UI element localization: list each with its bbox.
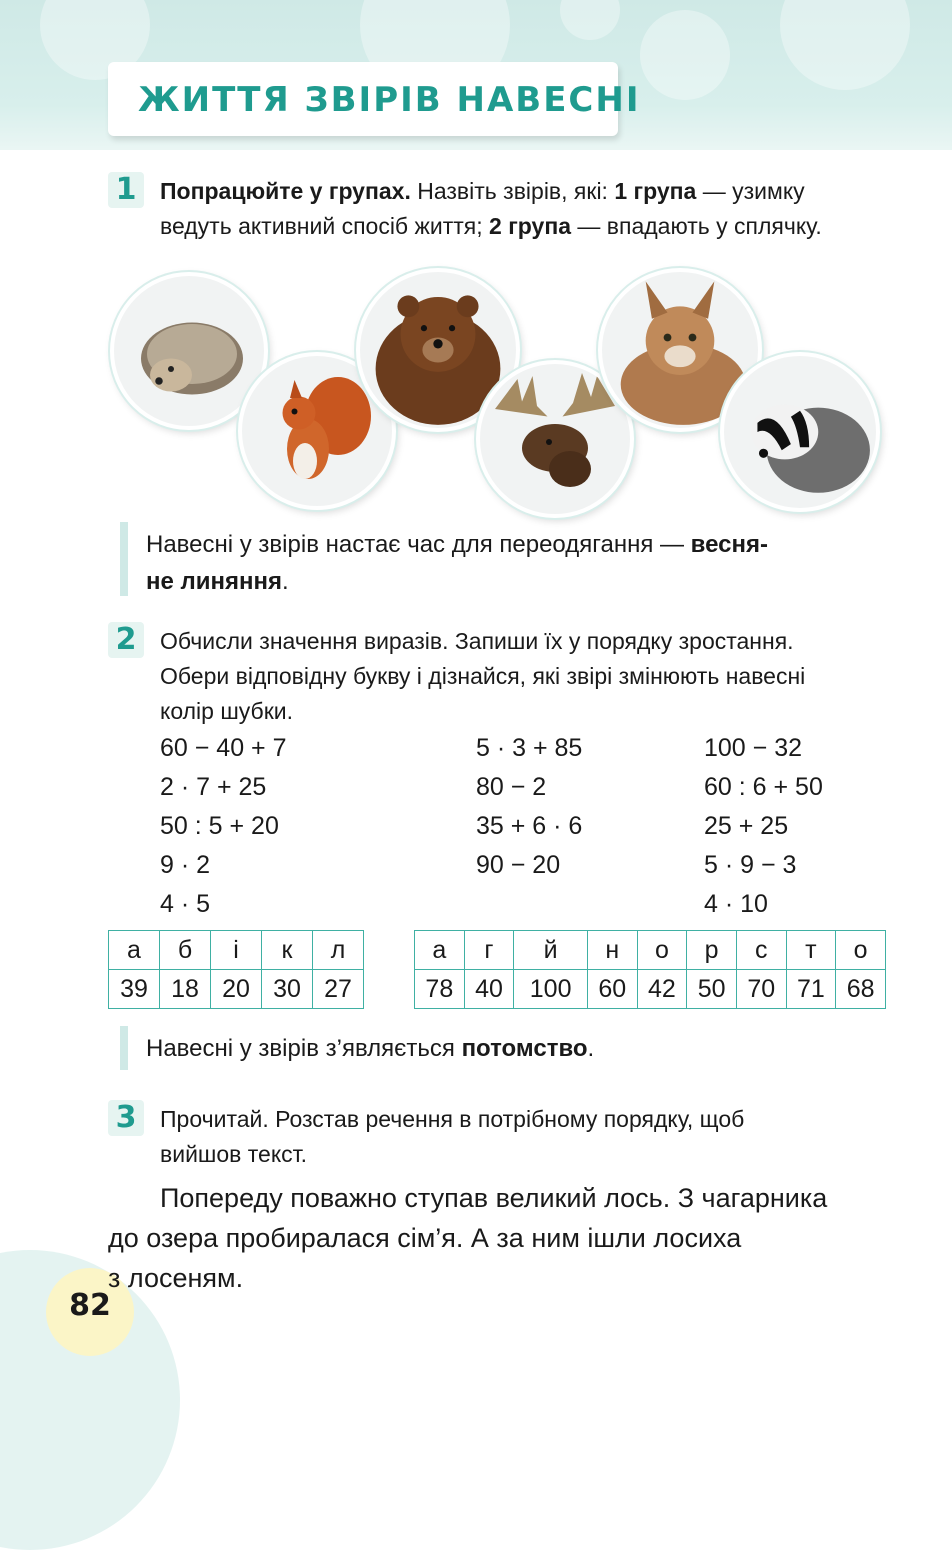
task-2-text — [160, 624, 900, 729]
task-number-3: 3 — [108, 1100, 144, 1136]
table-cell: і — [211, 931, 262, 970]
task-1-part: — узимку — [696, 178, 805, 204]
table-row-letters — [109, 931, 364, 970]
note-bar — [120, 1026, 128, 1070]
decor-bubble — [560, 0, 620, 40]
note-molting — [146, 526, 886, 600]
table-cell: 39 — [109, 970, 160, 1009]
expression: 4 · 10 — [704, 890, 768, 918]
page-number: 82 — [69, 1288, 111, 1323]
table-cell: г — [464, 931, 514, 970]
expression: 4 · 5 — [160, 890, 211, 918]
table-cell: 30 — [262, 970, 313, 1009]
table-cell: к — [262, 931, 313, 970]
table-cell: о — [637, 931, 687, 970]
expression: 35 + 6 · 6 — [476, 812, 583, 840]
table-cell: т — [786, 931, 836, 970]
table-cell: 60 — [587, 970, 637, 1009]
note-offspring — [146, 1030, 886, 1067]
letter-table-1 — [108, 930, 364, 1009]
table-cell: й — [514, 931, 588, 970]
expression: 80 − 2 — [476, 773, 547, 801]
table-cell: о — [836, 931, 886, 970]
story-line: Попереду поважно ступав великий лось. З чагарника — [160, 1183, 828, 1213]
table-cell: б — [160, 931, 211, 970]
decor-bubble — [780, 0, 910, 90]
expression: 5 · 3 + 85 — [476, 734, 583, 762]
letter-table-2 — [414, 930, 886, 1009]
expression: 5 · 9 − 3 — [704, 851, 797, 879]
story-text — [108, 1178, 888, 1298]
table-cell: 20 — [211, 970, 262, 1009]
task-number-2: 2 — [108, 622, 144, 658]
badger-photo — [720, 352, 880, 512]
task-2-line: Обери відповідну букву і дізнайся, які звірі змінюють навесні — [160, 663, 806, 689]
story-line: з лосеням. — [108, 1263, 244, 1293]
task-2-line: Обчисли значення виразів. Запиши їх у порядку зростання. — [160, 628, 794, 654]
table-cell: 78 — [415, 970, 465, 1009]
table-cell: 40 — [464, 970, 514, 1009]
table-cell: 42 — [637, 970, 687, 1009]
expression: 50 : 5 + 20 — [160, 812, 279, 840]
task-1-part: — впадають у сплячку. — [571, 213, 822, 239]
table-row-letters — [415, 931, 886, 970]
task-1-part: ведуть активний спосіб життя; — [160, 213, 490, 239]
table-cell: 68 — [836, 970, 886, 1009]
table-cell: н — [587, 931, 637, 970]
table-row-numbers — [109, 970, 364, 1009]
note-text: . — [282, 568, 289, 595]
page-title: ЖИТТЯ ЗВІРІВ НАВЕСНІ — [138, 80, 641, 120]
hedgehog-icon — [114, 276, 264, 426]
table-cell: а — [415, 931, 465, 970]
task-1-lead: Попрацюйте у групах. — [160, 178, 411, 204]
title-box — [108, 62, 641, 136]
task-3-text — [160, 1102, 900, 1172]
decor-bubble — [640, 10, 730, 100]
table-cell: 70 — [736, 970, 786, 1009]
story-line: до озера пробиралася сім’я. А за ним ішли лосиха — [108, 1223, 742, 1253]
table-cell: 27 — [313, 970, 364, 1009]
group-2-label: 2 група — [489, 213, 572, 239]
note-text: Навесні у звірів настає час для переодягання — — [146, 531, 691, 558]
table-cell: с — [736, 931, 786, 970]
table-cell: р — [687, 931, 737, 970]
note-highlight: не линяння — [146, 568, 283, 595]
table-cell: 18 — [160, 970, 211, 1009]
task-3-line: Прочитай. Розстав речення в потрібному порядку, щоб — [160, 1106, 745, 1132]
table-cell: 50 — [687, 970, 737, 1009]
table-cell: 71 — [786, 970, 836, 1009]
expression: 2 · 7 + 25 — [160, 773, 267, 801]
note-text: . — [587, 1035, 595, 1062]
table-row-numbers — [415, 970, 886, 1009]
task-2-line: колір шубки. — [160, 698, 294, 724]
table-cell: а — [109, 931, 160, 970]
task-1-text — [160, 174, 900, 244]
expression: 60 − 40 + 7 — [160, 734, 287, 762]
expression: 100 − 32 — [704, 734, 803, 762]
expression: 60 : 6 + 50 — [704, 773, 823, 801]
task-1-part: Назвіть звірів, які: — [410, 178, 615, 204]
table-cell: 100 — [514, 970, 588, 1009]
expression: 25 + 25 — [704, 812, 789, 840]
task-3-line: вийшов текст. — [160, 1141, 308, 1167]
expression: 90 − 20 — [476, 851, 561, 879]
group-1-label: 1 група — [614, 178, 697, 204]
badger-icon — [724, 356, 876, 508]
table-cell: л — [313, 931, 364, 970]
note-highlight: весня- — [690, 531, 768, 558]
note-text: Навесні у звірів з’являється — [146, 1035, 462, 1062]
note-highlight: потомство — [461, 1035, 588, 1062]
expression: 9 · 2 — [160, 851, 211, 879]
note-bar — [120, 522, 128, 596]
task-number-1: 1 — [108, 172, 144, 208]
